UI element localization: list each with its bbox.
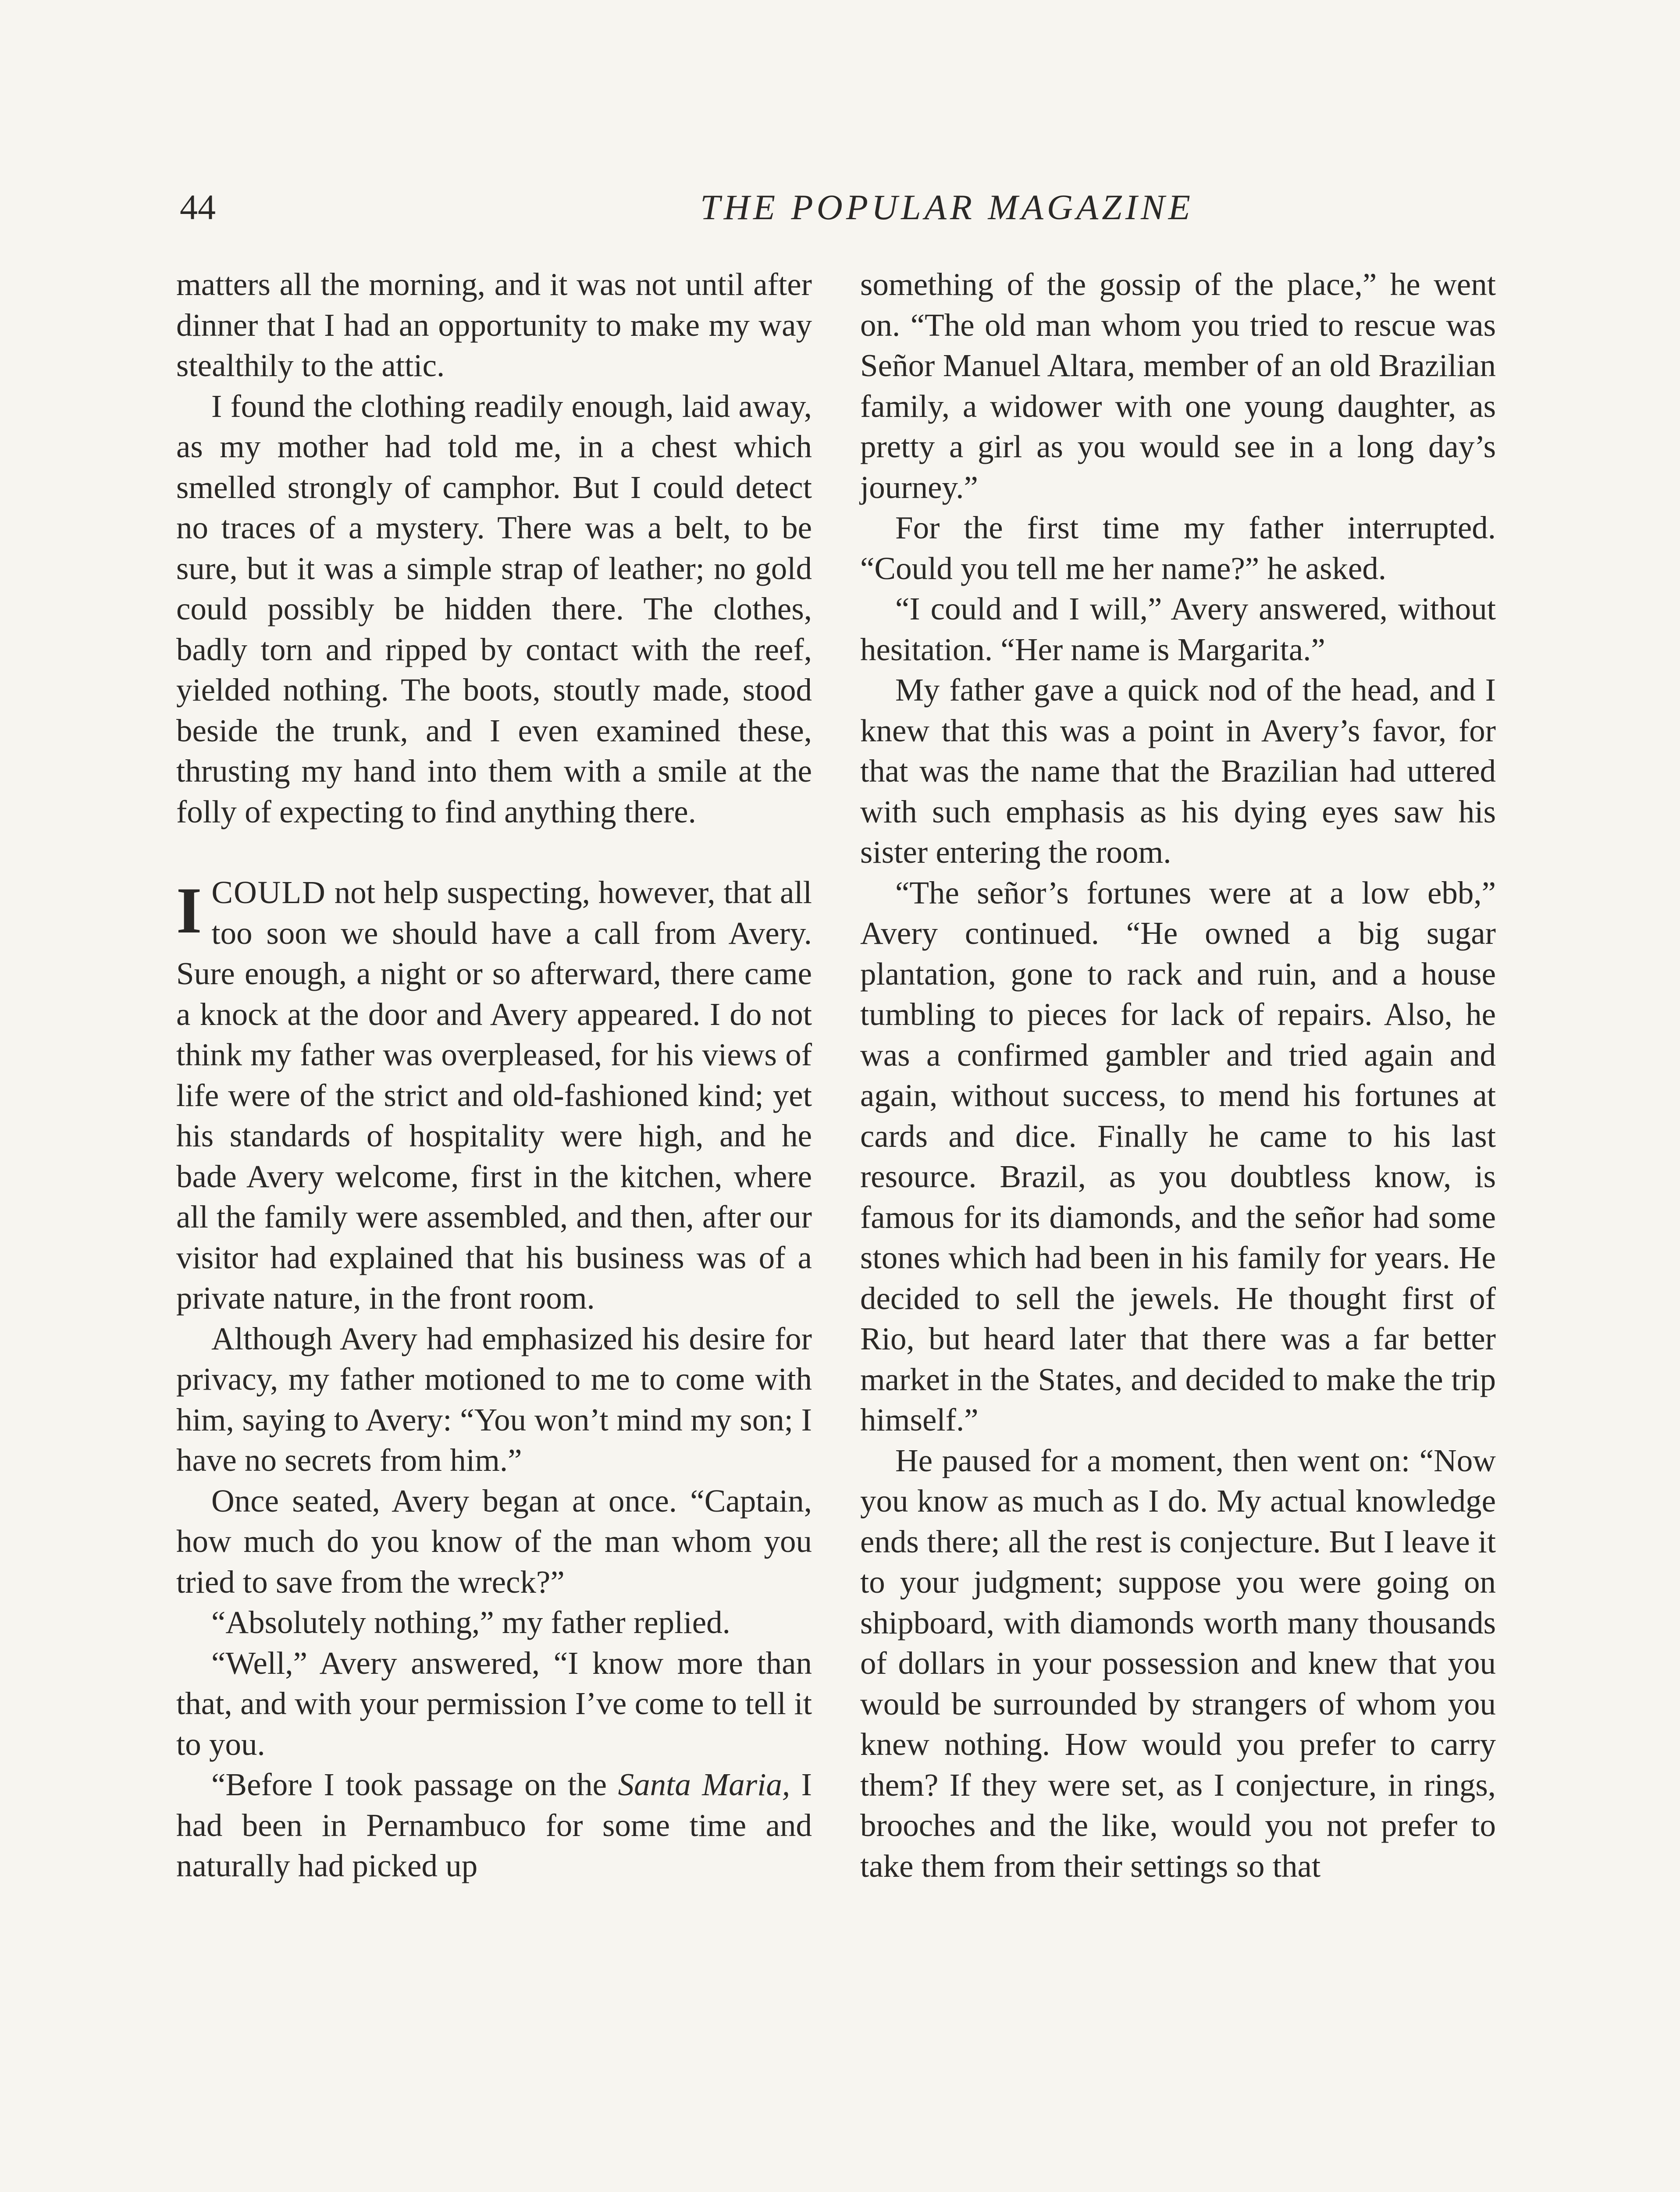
paragraph: “Absolutely nothing,” my father replied. bbox=[211, 1605, 730, 1640]
paragraph: He paused for a moment, then went on: “Now you know as much as I do. My actual knowledge ends there; all the rest is conjecture. But I leave it to your judgment; suppose you were going on shipboard, with diamonds worth many thousands of dollars in your possession and knew that you would be surrounded by strangers of whom you knew nothing. How would you prefer to carry them? If they were set, as I conjecture, in rings, brooches and the like, would you not prefer to take them from their settings so that bbox=[860, 1442, 1496, 1884]
left-column bbox=[176, 264, 812, 1886]
paragraph: matters all the morning, and it was not until after dinner that I had an opportunity to make my way stealthily to the attic. bbox=[176, 267, 812, 383]
page-number: 44 bbox=[180, 187, 216, 227]
paragraph-text: I had been in Pernambuco for some time and naturally had picked up bbox=[176, 1767, 812, 1883]
ship-name: Santa Maria, bbox=[618, 1767, 790, 1802]
paragraph bbox=[176, 1765, 812, 1886]
paragraph: “I could and I will,” Avery answered, without hesitation. “Her name is Margarita.” bbox=[860, 591, 1496, 667]
paragraph-text: “Before I took passage on the bbox=[211, 1767, 618, 1802]
drop-cap: I bbox=[176, 874, 202, 947]
paragraph: Although Avery had emphasized his desire for privacy, my father motioned to me to come with him, saying to Avery: “You won’t mind my son; I have no secrets from him.” bbox=[176, 1320, 812, 1478]
paragraph: “Well,” Avery answered, “I know more than that, and with your permission I’ve come to tell it to you. bbox=[176, 1645, 812, 1762]
paragraph-text: not help suspecting, however, that all too soon we should have a call from Avery. Sure enough, a night or so afterward, there came a knock at the door and Avery appeared. I do not think my father was overpleased, for his views of life were of the strict and old-fashioned kind; yet his standards of hospitality were high, and he bade Avery welcome, first in the kitchen, where all the family were assembled, and then, after our visitor had explained that his business was of a private nature, in the front room. bbox=[176, 875, 812, 1316]
small-caps-lead: COULD bbox=[211, 875, 326, 910]
paragraph: “The señor’s fortunes were at a low ebb,” Avery continued. “He owned a big sugar plantation, gone to rack and ruin, and a house tumbling to pieces for lack of repairs. Also, he was a confirmed gambler and tried again and again, without success, to mend his fortunes at cards and dice. Finally he came to his last resource. Brazil, as you doubtless know, is famous for its diamonds, and the señor had some stones which had been in his family for years. He decided to sell the jewels. He thought first of Rio, but heard later that there was a far better market in the States, and decided to make the trip himself.” bbox=[860, 875, 1496, 1438]
running-head bbox=[0, 183, 1680, 231]
paragraph: My father gave a quick nod of the head, and I knew that this was a point in Avery’s favor, for that was the name that the Brazilian had uttered with such emphasis as his dying eyes saw his sister entering the room. bbox=[860, 672, 1496, 870]
magazine-title: THE POPULAR MAGAZINE bbox=[700, 187, 1194, 227]
paragraph: I found the clothing readily enough, laid away, as my mother had told me, in a chest which smelled strongly of camphor. But I could detect no traces of a mystery. There was a belt, to be sure, but it was a simple strap of leather; no gold could possibly be hidden there. The clothes, badly torn and ripped by contact with the reef, yielded nothing. The boots, stoutly made, stood beside the trunk, and I even examined these, thrusting my hand into them with a smile at the folly of expecting to find anything there. bbox=[176, 388, 812, 829]
section-opening-paragraph bbox=[176, 872, 812, 1319]
right-column bbox=[860, 264, 1496, 1886]
paragraph: Once seated, Avery began at once. “Captain, how much do you know of the man whom you tried to save from the wreck?” bbox=[176, 1483, 812, 1600]
paragraph: For the first time my father interrupted. “Could you tell me her name?” he asked. bbox=[860, 510, 1496, 586]
paragraph: something of the gossip of the place,” he went on. “The old man whom you tried to rescue was Señor Manuel Altara, member of an old Brazilian family, a widower with one young daughter, as pretty a girl as you would see in a long day’s journey.” bbox=[860, 267, 1496, 505]
